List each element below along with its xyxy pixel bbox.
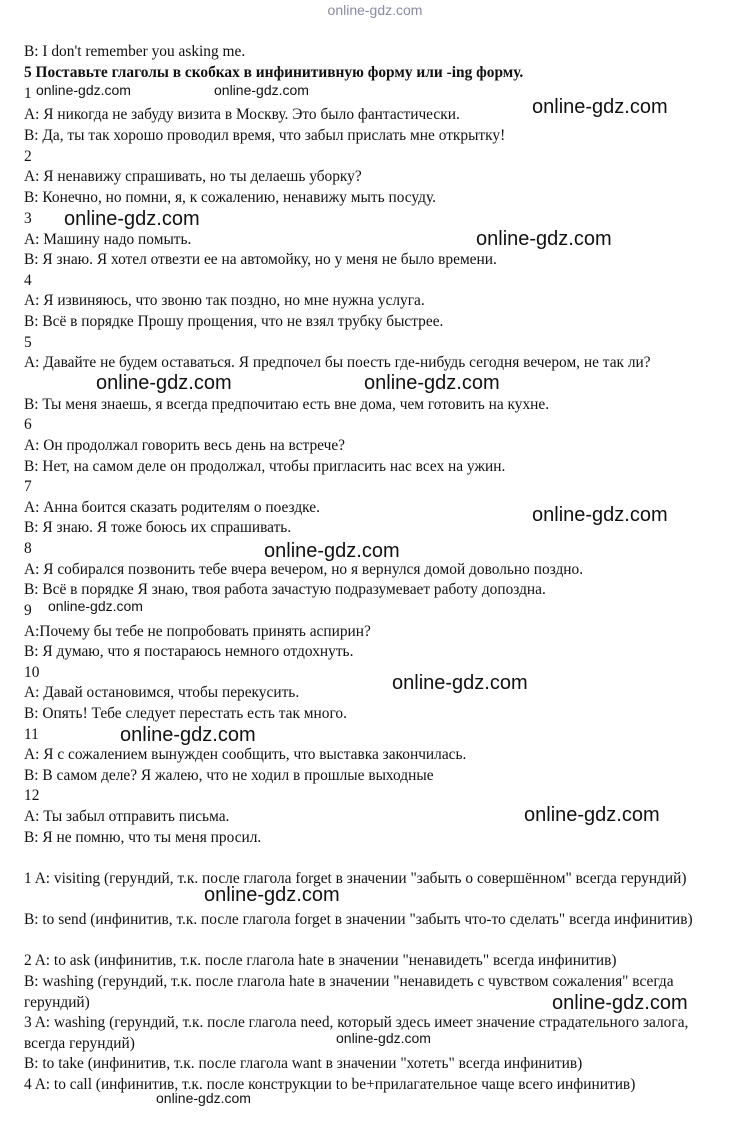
watermark: online-gdz.com xyxy=(392,672,528,694)
watermark: online-gdz.com xyxy=(476,228,612,250)
text-line: B: I don't remember you asking me. xyxy=(24,43,246,60)
watermark: online-gdz.com xyxy=(96,372,232,394)
dialog-line: A: Я извиняюсь, что звоню так поздно, но мне нужна услуга. xyxy=(24,292,425,309)
watermark: online-gdz.com xyxy=(64,208,200,230)
dialog-line: B: Я думаю, что я постараюсь немного отдохнуть. xyxy=(24,643,354,660)
answer-line: 4 A: to call (инфинитив, т.к. после конструкции to be+прилагательное чаще всего инфинитив) xyxy=(24,1076,636,1093)
dialog-line: B: Я знаю. Я хотел отвезти ее на автомойку, но у меня не было времени. xyxy=(24,251,497,268)
item-number: 1 xyxy=(24,85,32,102)
dialog-line: B: Я не помню, что ты меня просил. xyxy=(24,829,262,846)
answer-line: 1 A: visiting (герундий, т.к. после глагола forget в значении "забыть о совершённом" всегда герундий) xyxy=(24,870,687,887)
dialog-line: A: Я ненавижу спрашивать, но ты делаешь уборку? xyxy=(24,168,362,185)
watermark: online-gdz.com xyxy=(204,884,340,906)
watermark: online-gdz.com xyxy=(120,724,256,746)
item-number: 2 xyxy=(24,148,32,165)
exercise-heading: 5 Поставьте глаголы в скобках в инфинитивную форму или -ing форму. xyxy=(24,64,524,81)
answer-line: 3 A: washing (герундий, т.к. после глагола need, который здесь имеет значение страдательного залога, всегда герундий) xyxy=(24,1014,689,1052)
item-number: 4 xyxy=(24,272,32,289)
item-number: 10 xyxy=(24,664,40,681)
dialog-line: B: Всё в порядке Я знаю, твоя работа зачастую подразумевает работу допоздна. xyxy=(24,581,546,598)
item-number: 11 xyxy=(24,726,39,743)
top-watermark: online-gdz.com xyxy=(327,2,423,18)
dialog-line: A: Я собирался позвонить тебе вчера вечером, но я вернулся домой довольно поздно. xyxy=(24,561,584,578)
watermark: online-gdz.com xyxy=(524,804,660,826)
dialog-line: B: Конечно, но помни, я, к сожалению, ненавижу мыть посуду. xyxy=(24,189,436,206)
dialog-line: A: Анна боится сказать родителям о поездке. xyxy=(24,499,320,516)
dialog-line: B: Да, ты так хорошо проводил время, что забыл прислать мне открытку! xyxy=(24,127,506,144)
watermark: online-gdz.com xyxy=(214,82,309,98)
dialog-line: A:Почему бы тебе не попробовать принять аспирин? xyxy=(24,623,371,640)
dialog-line: A: Я с сожалением вынужден сообщить, что выставка закончилась. xyxy=(24,746,467,763)
answer-line: B: washing (герундий, т.к. после глагола hate в значении "ненавидеть с чувством сожаления" всегда герундий) xyxy=(24,973,674,1011)
dialog-line: A: Ты забыл отправить письма. xyxy=(24,808,230,825)
answer-line: 2 A: to ask (инфинитив, т.к. после глагола hate в значении "ненавидеть" всегда инфинитив) xyxy=(24,952,617,969)
watermark: online-gdz.com xyxy=(532,504,668,526)
watermark: online-gdz.com xyxy=(36,82,131,98)
item-number: 5 xyxy=(24,334,32,351)
answer-line: B: to send (инфинитив, т.к. после глагола forget в значении "забыть что-то сделать" всегда инфинитив) xyxy=(24,911,693,928)
watermark: online-gdz.com xyxy=(336,1030,431,1046)
watermark: online-gdz.com xyxy=(156,1090,251,1106)
dialog-line: A: Он продолжал говорить весь день на встрече? xyxy=(24,437,345,454)
dialog-line: B: В самом деле? Я жалею, что не ходил в прошлые выходные xyxy=(24,767,434,784)
dialog-line: A: Давайте не будем оставаться. Я предпочел бы поесть где-нибудь сегодня вечером, не так ли? xyxy=(24,354,651,371)
item-number: 12 xyxy=(24,787,40,804)
item-number: 6 xyxy=(24,416,32,433)
item-number: 9 xyxy=(24,602,32,619)
watermark: online-gdz.com xyxy=(264,540,400,562)
watermark: online-gdz.com xyxy=(48,598,143,614)
item-number: 8 xyxy=(24,540,32,557)
dialog-line: B: Ты меня знаешь, я всегда предпочитаю есть вне дома, чем готовить на кухне. xyxy=(24,396,550,413)
dialog-line: B: Опять! Тебе следует перестать есть так много. xyxy=(24,705,347,722)
answer-line: B: to take (инфинитив, т.к. после глагола want в значении "хотеть" всегда инфинитив) xyxy=(24,1055,583,1072)
dialog-line: B: Я знаю. Я тоже боюсь их спрашивать. xyxy=(24,519,292,536)
dialog-line: A: Я никогда не забуду визита в Москву. Это было фантастически. xyxy=(24,106,460,123)
dialog-line: B: Нет, на самом деле он продолжал, чтобы пригласить нас всех на ужин. xyxy=(24,458,506,475)
item-number: 7 xyxy=(24,478,32,495)
dialog-line: A: Машину надо помыть. xyxy=(24,231,192,248)
dialog-line: B: Всё в порядке Прошу прощения, что не взял трубку быстрее. xyxy=(24,313,444,330)
dialog-line: A: Давай остановимся, чтобы перекусить. xyxy=(24,684,300,701)
watermark: online-gdz.com xyxy=(552,992,688,1014)
watermark: online-gdz.com xyxy=(364,372,500,394)
watermark: online-gdz.com xyxy=(532,96,668,118)
item-number: 3 xyxy=(24,210,32,227)
